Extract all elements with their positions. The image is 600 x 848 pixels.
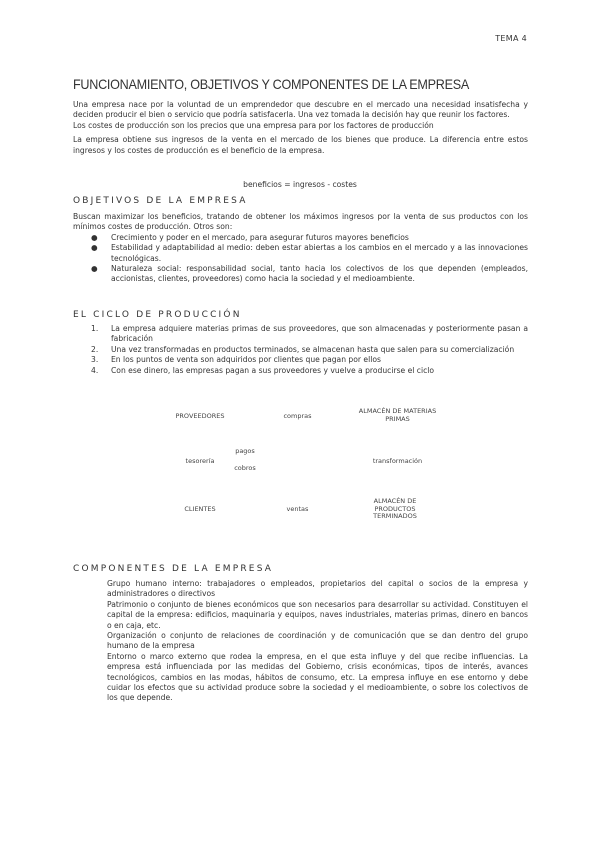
intro-paragraph-2: Los costes de producción son los precios que una empresa para por los factores de producción [73, 120, 434, 130]
diagram-cobros: cobros [234, 464, 256, 472]
intro-section [73, 100, 528, 156]
bullet-icon: ● [91, 264, 98, 274]
list-item: 2. Una vez transformadas en productos terminados, se almacenan hasta que salen para su comercialización [91, 344, 515, 354]
ciclo-list [73, 324, 528, 376]
page-title: FUNCIONAMIENTO, OBJETIVOS Y COMPONENTES DE LA EMPRESA [73, 76, 469, 92]
objetivos-list [73, 233, 528, 285]
list-item: 4. Con ese dinero, las empresas pagan a sus proveedores y vuelve a producirse el ciclo [91, 365, 435, 375]
diagram-ventas: ventas [286, 505, 309, 513]
componente-item: Patrimonio o conjunto de bienes económicos que son necesarios para desarrollar su actividad. Constituyen el capital de la empresa: edificios, maquinaria y equipos, naves industriales, materias primas, dinero en bancos o en caja, etc. [107, 599, 528, 630]
componentes-section [107, 579, 528, 704]
list-item: 1. La empresa adquiere materias primas de sus proveedores, que son almacenadas y posteriormente pasan a fabricación [91, 324, 528, 344]
bullet-icon: ● [91, 232, 98, 242]
objetivos-intro: Buscan maximizar los beneficios, tratando de obtener los máximos ingresos por la venta de sus productos con los mínimos costes de producción. Otros son: [73, 212, 528, 232]
list-item: ● Naturaleza social: responsabilidad social, tanto hacia los colectivos de los que dependen (empleados, accionistas, clientes, proveedores) como hacia la sociedad y el medioambiente. [91, 264, 528, 284]
beneficios-formula: beneficios = ingresos - costes [243, 180, 357, 189]
componente-item: Organización o conjunto de relaciones de coordinación y de comunicación que se dan dentro del grupo humano de la empresa [107, 631, 528, 651]
list-item: 3. En los puntos de venta son adquiridos por clientes que pagan por ellos [91, 355, 381, 365]
list-item: ● Crecimiento y poder en el mercado, para asegurar futuros mayores beneficios [91, 232, 409, 242]
objetivos-heading: OBJETIVOS DE LA EMPRESA [73, 196, 248, 206]
diagram-transformacion: transformación [372, 457, 423, 465]
ciclo-heading: EL CICLO DE PRODUCCIÓN [73, 310, 242, 320]
page-header-tema: TEMA 4 [495, 34, 527, 43]
intro-paragraph-3: La empresa obtiene sus ingresos de la venta en el mercado de los bienes que produce. La diferencia entre estos ingresos y los costes de producción es el beneficio de la empresa. [73, 135, 528, 155]
diagram-almacen-materias: ALMACÉN DE MATERIAS PRIMAS [358, 407, 437, 423]
objetivos-section [73, 212, 528, 285]
diagram-almacen-productos: ALMACÉN DE PRODUCTOS TERMINADOS [373, 497, 417, 520]
componente-item: Grupo humano interno: trabajadores o empleados, propietarios del capital o socios de la empresa y administradores o directivos [107, 579, 528, 599]
ciclo-diagram [0, 400, 600, 530]
bullet-icon: ● [91, 243, 98, 253]
diagram-clientes: CLIENTES [184, 505, 216, 513]
componente-item: Entorno o marco externo que rodea la empresa, en el que esta influye y del que recibe influencias. La empresa está influenciada por las medidas del Gobierno, crisis económicas, tipos de interés, avances tecnológicos, cambios en las modas, hábitos de consumo, etc. La empresa influye en ese entorno y debe cuidar los efectos que su actividad produce sobre la sociedad y el medioambiente, o sobre los colectivos de los que depende. [107, 651, 528, 703]
ciclo-section [73, 324, 528, 376]
diagram-tesoreria: tesorería [185, 457, 215, 465]
componentes-heading: COMPONENTES DE LA EMPRESA [73, 564, 274, 574]
diagram-proveedores: PROVEEDORES [175, 412, 225, 420]
intro-paragraph-1: Una empresa nace por la voluntad de un emprendedor que descubre en el mercado una necesidad insatisfecha y deciden producir el bien o servicio que podría satisfacerla. Una vez tomada la decisión hay que reunir los factores. [73, 100, 528, 120]
list-item: ● Estabilidad y adaptabilidad al medio: deben estar abiertas a los cambios en el mercado y a las innovaciones tecnológicas. [91, 243, 528, 263]
diagram-compras: compras [283, 412, 312, 420]
diagram-pagos: pagos [235, 447, 255, 455]
